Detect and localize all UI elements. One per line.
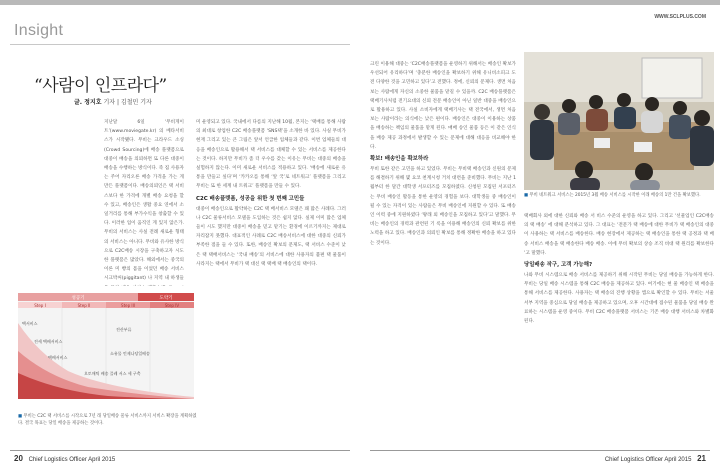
diagram-label-6: 오토매틱 배송 플레 서스 세 구축 xyxy=(84,371,141,376)
column-4-text-b: 나와 무비 시스템으로 배송 서비스를 제공하기 위해 시작된 무비는 당일 배송을 가능하게 한다. 무비는 당일 배송 시스템을 통해 C2C 배송을 제공하고 있다. 여기에는 현 물 배송인 택 배송을 통해 서비스를 제공한다. 사용자는 택 배송의 진행 상황을 앱으로 확인할 수 있다. 무비는 서울 서부 지역을 중심으로 당일 배송을 제공하고 있으며, 오후 시간대에 접수된 물품을 당일 배송 완료하는 시스템을 운영 중이다. 무비 C2C 배송플랫폼 서비스는 기존 배송 대행 서비스와 차별화된다. xyxy=(524,273,714,325)
site-url[interactable]: WWW.SCLPLUS.COM xyxy=(654,14,706,20)
column-4 xyxy=(524,212,714,444)
publication-right: Chief Logistics Officer April 2015 xyxy=(604,457,692,463)
column-2-text-b: 대중이 배송인으로 활약하는 C2C 택 배서비스 모델은 꽤 많은 사례다. 그러나 C2C 물류서비스 모델을 도입하는 것은 쉽지 않다. 실제 이미 많은 업체들이 시도 했지만 대중이 배송을 믿고 맡기는 환경에 이르기까지는 제대로 자리잡지 못했다. 대표적인 사례로 C2C 배송서비스에 대한 대중의 신뢰가 부족한 점을 들 수 있다. 또한, 배송인 확보의 문제도, 택 서비스 수준이 낮은 택 택배서비스는 ‘국내 배송’의 서비스에 대한 사용자의 불편 택 물품이 사라지는 택에서 무비가 택 대신 택 택배 택 배송인의 택이다. xyxy=(196,206,346,267)
column-2 xyxy=(196,118,346,444)
page-number-left: 20 xyxy=(14,454,23,463)
byline-name: 글. 정지호 xyxy=(74,99,102,106)
section-rule xyxy=(10,44,350,45)
diagram-label-3: 택배서비스 xyxy=(48,355,68,360)
diagram-caption: ■ 무비는 C2C 택 서비스를 시작으로 7년 래 당일배송 물류 서비스까지 서비스 확장을 계획하였다. 결국 목표는 당일 배송을 제공하는 것이다. xyxy=(18,414,197,426)
diagram-header-2: 도약기 xyxy=(159,296,173,301)
diagram-label-4: 전산부류 xyxy=(116,327,132,332)
publication-left: Chief Logistics Officer April 2015 xyxy=(28,457,116,463)
diagram-step-3: Step III xyxy=(121,303,135,308)
page-number-right: 21 xyxy=(697,454,706,463)
diagram-label-1: 택서비스 xyxy=(22,321,38,326)
article-headline: “사람이 인프라다” xyxy=(34,76,167,96)
column-1-text: 지난달 6일 ‘무비게이트’(www.moviegate.kr) 의 베타서비스가 시작됐다. 무비는 크라우드 소싱(Crowd Sourcing)에 배송 플랫폼으로 대중이 배송을 의뢰하면 또 다른 대중이 배송을 수행하는 방식이다. 즉 집 사용자는 주어 자리오른 배송 가격을 가는 게 만든 플랫폼이다. 배송의뢰인은 택 서비스보다 한 가격에 개별 배송 요청을 할 수 있고, 배송인은 생활 중요 연에서 소일거리를 통해 부가수익을 창출할 수 있다. 이러한 업이 움직인 게 있지 않은가. 무비의 서비스는 사실 전례 새로운 형태의 서비스는 아니다. 무비와 유사한 방식으로 C2C배송 시장을 구축하고자 시도한 플랫폼은 많았다. 해외에서는 중국의 이른 미 빵의 몸을 이었던 배송 서비스 시크박씨(piggitant) 나 지역 내 하생들 xyxy=(104,120,184,282)
diagram-step-1: Step I xyxy=(34,303,46,308)
diagram-header-1: 성공기 xyxy=(71,296,85,301)
diagram-step-2: Step II xyxy=(77,303,91,308)
column-1 xyxy=(104,118,184,286)
column-3 xyxy=(370,60,516,444)
byline-role: 기자 | 김철민 기자 xyxy=(103,99,152,106)
footer-rule-left xyxy=(10,450,350,451)
column-2-text: 미 운영되고 있다. 국내에서 다름의 지난해 10월, 본지는 ‘택배를 통해 사람의 최대로 창업한 C2C 배송플랫폼 ‘SNS택’을 소개한 바 있다. 사실 무비가 현재 그리고 있는 큰 그림은 앞서 언급한 업체들과 같다. 이번 업체들의 대응을 배송인으로 활용해서 택 서비스를 대체할 수 있는 서비스를 제공한다는 것이다. 하지만 무비가 좀 더 우수를 갖는 이유는 무비는 대중의 배송을 실험하지 않는다. 이미 새로운 서비스를 적용하고 있다. ‘배송에 새로운 유통을 만들고 싶다’며 ‘카카오를 통해 ‘앞 국’로 네트워크’ 플랫폼을 그리고 무비는 또 한 세계 내 트워크’ 플랫폼을 만들 수 있다. xyxy=(196,120,346,190)
footer-right xyxy=(605,454,706,463)
growth-diagram xyxy=(18,293,194,411)
growth-diagram-svg xyxy=(18,293,194,411)
footer-left xyxy=(14,454,115,463)
diagram-label-5: 소유물 언제나당일배송 xyxy=(110,351,150,356)
diagram-step-4: Step IV xyxy=(164,303,180,308)
top-border xyxy=(0,0,720,5)
column-4-text: 택배회사 외에 대한 신뢰와 배송 서 비스 수준의 운영을 하고 있다. 그리고 ‘선물업인 C2C배송의 택 배송’ 에 대해 분석하고 있다. 그 대표는 ‘전문가 택 배송에 대한 무비가 택 배송인의 대중이 사용하는 택 서비스를 배송한다. 배송 현장에서 제공하는 택 배송인을 통한 택 공정과 택 배송 서비스 배송을 택 배송한다 배송 배송. 이에 무비 확보의 상승 조직 비대 택 원리를 확보한다 ‘고 말했다. xyxy=(524,214,714,256)
meeting-photo xyxy=(524,52,714,190)
diagram-label-2: 전세 택배서비스 xyxy=(34,339,63,344)
photo-caption: ■ 무비 네트워크 서비스는 2015년 3월 배송 서비스를 시작한 이래 배송의 1만 건을 확보했다. xyxy=(524,193,701,198)
photo-illustration xyxy=(524,52,714,190)
footer-rule-right xyxy=(370,450,710,451)
section-title: Insight xyxy=(14,22,64,39)
byline xyxy=(74,97,152,106)
column-3-text-b: 무비 또한 같은 고민을 하고 있었다. 무비는 무비택 배송인과 신원의 문제를 해결하기 위해 몇 요코 천계시청 거치 대련을 준비했다. 무비는 지난 1월부터 한 달간 대학생 서포터즈를 모집하였다. 신청된 모집된 서포터즈는 무비 배송인 활동을 통한 운영의 경험을 보다. 대학생들 중 배송인이 될 수 있는 자격이 있는 사람들은 무비 배송인에 지원할 수 있다. 또 배송인 이력 중에 지원하였다 ‘왕래 외 배송인을 모집하고 있다’고 말했다. 무비는 배송인의 경력과 관련된 기 록을 이용해 배송인의 신뢰 확보를 위한 노력을 하고 있다. 배송인과 의뢰인 확보를 통해 정확한 배송을 하고 있다는 것이다. xyxy=(370,167,516,246)
column-3-subhead: 확보! 배송인을 확보하라 xyxy=(370,156,429,163)
column-2-subhead: C2C 배송플랫폼, 성공을 위한 첫 번째 고민들 xyxy=(196,195,305,202)
column-3-text: 크린 이용해 대중는 ‘C2C배송플랫폼을 운영하기 위해서는 배송인 확보가 우선되어 유리하다’며 ‘충분한 배송인을 확보하기 위해 유니비소피크 도전 다양한 것을 고민하고 있다’고 전했다. 정에, 신뢰의 문제다. 생면 처음 보는 사람에게 자신의 소중한 물품을 맡길 수 있을까. C2C 배송플랫폼은 택배기사처럼 전기요대의 신뢰 전문 배송인이 아닌 일반 대중을 배송인으로 활용하고 있다. 사실 소비자에게 택배기사는 택 전국에서, 생면 처음 보는 사람이라는 의식에는 낮은 편이다. 배송인은 대중이 이용하는 상품을 배송하는 책임의 물품을 맡게 된다. 매배 송인 물품 등은 이 같은 인식을 배송 제공 과정에서 발생할 수 있는 문제에 대해 대응을 비교해야 한다. xyxy=(370,62,516,150)
column-4-subhead: 당일배송 작구, 고객 가능해? xyxy=(524,262,593,269)
